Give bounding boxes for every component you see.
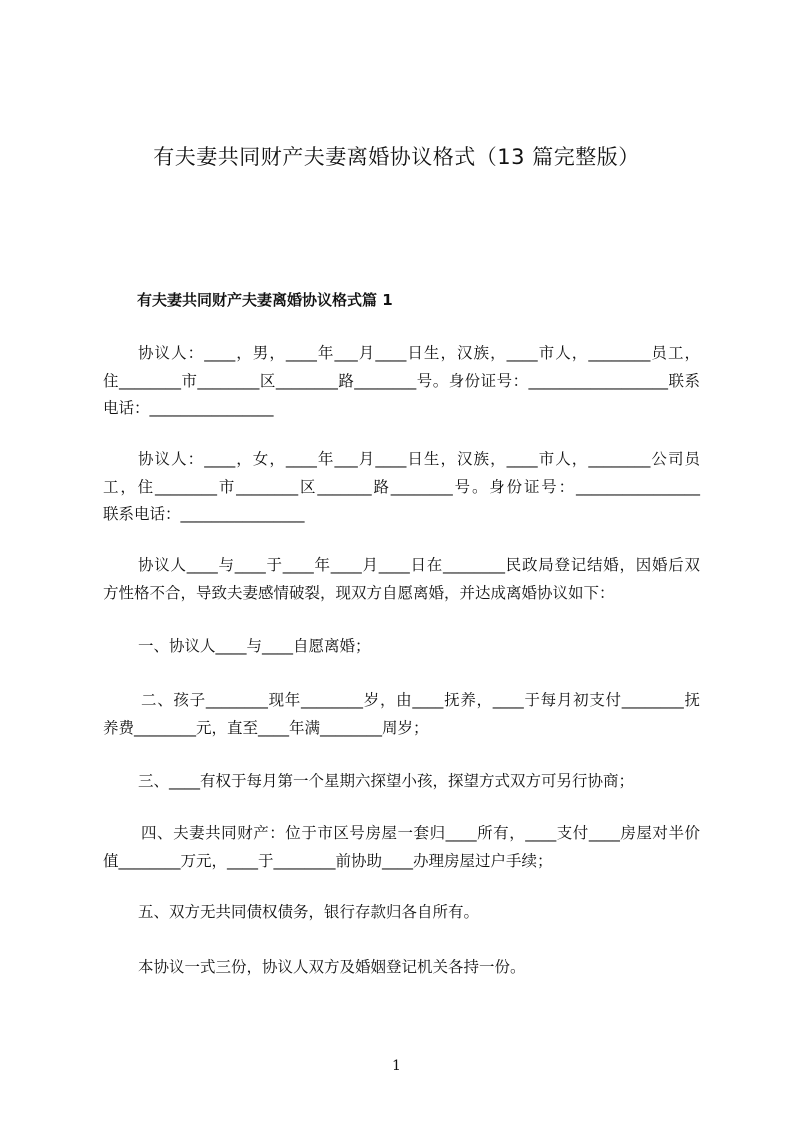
paragraph-line: 二、孩子________现年________岁，由____抚养，____于每月初支付________抚 xyxy=(141,691,700,709)
paragraph-line: 联系电话：________________ xyxy=(103,505,305,523)
clause-1 xyxy=(103,633,700,661)
document-title: 有夫妻共同财产夫妻离婚协议格式（13 篇完整版） xyxy=(153,145,640,169)
paragraph-line: 养费________元，直至____年满________周岁； xyxy=(103,718,429,737)
paragraph-line: 三、____有权于每月第一个星期六探望小孩，探望方式双方可另行协商； xyxy=(138,772,635,790)
page-number: 1 xyxy=(392,1058,401,1074)
clause-2 xyxy=(103,687,700,742)
closing-paragraph xyxy=(103,954,700,982)
paragraph-line: 协议人：____，男，____年___月____日生，汉族，____市人，________员工， xyxy=(138,344,700,362)
section-title: 有夫妻共同财产夫妻离婚协议格式篇 1 xyxy=(137,291,393,309)
paragraph-line: 电话：________________ xyxy=(103,399,274,417)
paragraph-line: 五、双方无共同债权债务，银行存款归各自所有。 xyxy=(138,903,480,921)
paragraph-line: 本协议一式三份，协议人双方及婚姻登记机关各持一份。 xyxy=(138,958,526,976)
paragraph-line: 值________万元，____于________前协助____办理房屋过户手续； xyxy=(103,851,553,870)
paragraph-marriage-info xyxy=(103,552,700,607)
paragraph-party-male xyxy=(103,340,700,423)
paragraph-party-female xyxy=(103,446,700,529)
paragraph-line: 四、夫妻共同财产：位于市区号房屋一套归____所有，____支付____房屋对半价 xyxy=(141,824,700,842)
paragraph-line: 协议人____与____于____年____月____日在________民政局登记结婚，因婚后双 xyxy=(138,556,700,574)
paragraph-line: 住________市________区________路________号。身份证号：__________________联系 xyxy=(103,371,700,390)
clause-3 xyxy=(103,768,700,796)
paragraph-line: 工，住________市________区_______路________号。身份证号：________________ xyxy=(103,477,700,496)
paragraph-line: 一、协议人____与____自愿离婚； xyxy=(138,637,371,655)
paragraph-line: 方性格不合，导致夫妻感情破裂，现双方自愿离婚，并达成离婚协议如下： xyxy=(103,583,615,602)
paragraph-line: 协议人：____，女，____年___月____日生，汉族，____市人，________公司员 xyxy=(138,450,700,468)
clause-5 xyxy=(103,899,700,927)
clause-4 xyxy=(103,820,700,875)
